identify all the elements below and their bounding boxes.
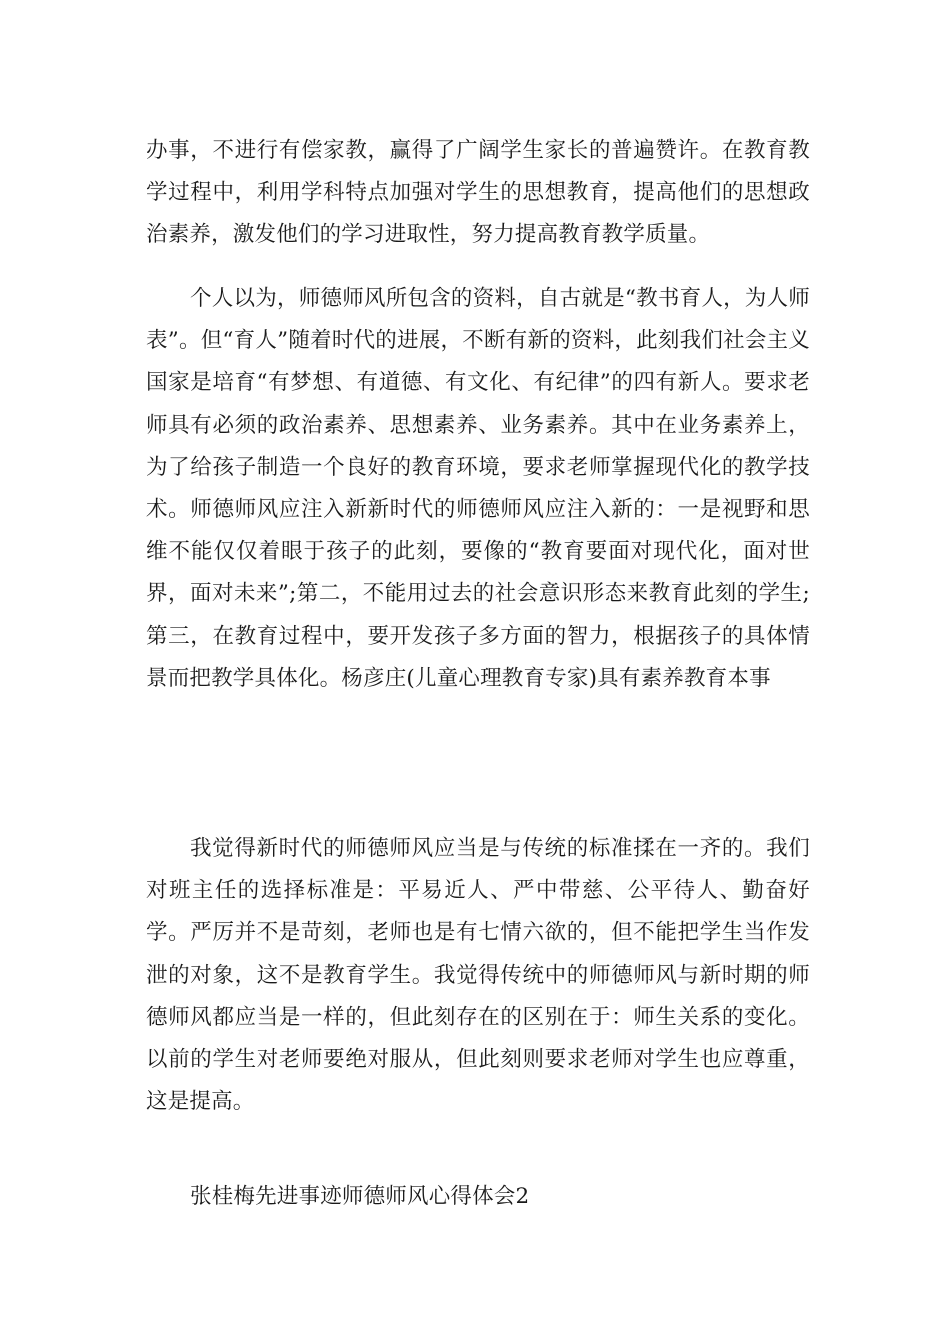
paragraph-3 xyxy=(146,828,810,1123)
paragraph-3-text: 我觉得新时代的师德师风应当是与传统的标准揉在一齐的。我们对班主任的选择标准是：平易近人、严中带慈、公平待人、勤奋好学。严厉并不是苛刻，老师也是有七情六欲的，但不能把学生当作发泄的对象，这不是教育学生。我觉得传统中的师德师风与新时期的师德师风都应当是一样的，但此刻存在的区别在于：师生关系的变化。以前的学生对老师要绝对服从，但此刻则要求老师对学生也应尊重，这是提高。 xyxy=(146,836,810,1115)
paragraph-2-text: 个人以为，师德师风所包含的资料，自古就是“教书育人，为人师表”。但“育人”随着时代的进展，不断有新的资料，此刻我们社会主义国家是培育“有梦想、有道德、有文化、有纪律”的四有新人。要求老师具有必须的政治素养、思想素养、业务素养。其中在业务素养上，为了给孩子制造一个良好的教育环境，要求老师掌握现代化的教学技术。师德师风应注入新新时代的师德师风应注入新的：一是视野和思维不能仅仅着眼于孩子的此刻，要像的“教育要面对现代化，面对世界，面对未来”;第二，不能用过去的社会意识形态来教育此刻的学生;第三，在教育过程中，要开发孩子多方面的智力，根据孩子的具体情景而把教学具体化。杨彦庄(儿童心理教育专家)具有素养教育本事 xyxy=(146,286,810,691)
paragraph-2 xyxy=(146,278,810,700)
paragraph-1-text: 办事，不进行有偿家教，赢得了广阔学生家长的普遍赞许。在教育教学过程中，利用学科特点加强对学生的思想教育，提高他们的思想政治素养，激发他们的学习进取性，努力提高教育教学质量。 xyxy=(146,138,810,248)
section-heading xyxy=(146,1176,810,1218)
paragraph-1 xyxy=(146,130,810,257)
section-heading-text: 张桂梅先进事迹师德师风心得体会2 xyxy=(190,1184,530,1209)
